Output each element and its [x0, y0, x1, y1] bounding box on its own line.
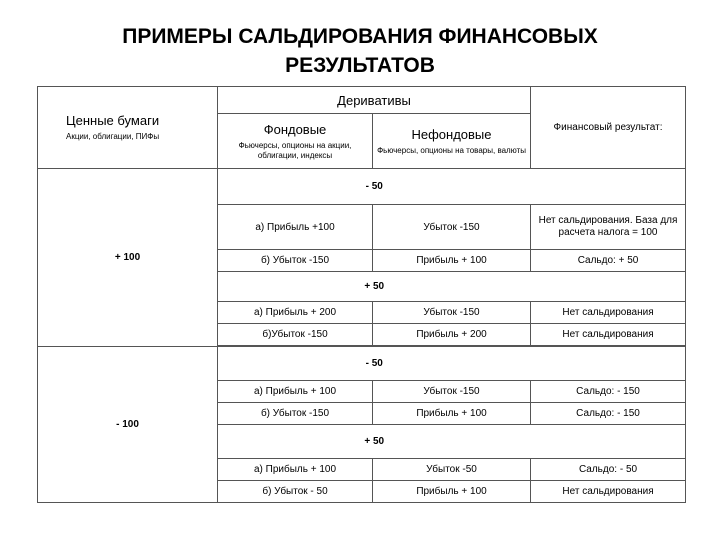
header-nonstock-sub: Фьючерсы, опционы на товары, валюты — [377, 145, 526, 155]
nonstock-cell: Убыток -150 — [373, 205, 531, 250]
securities-value: + 100 — [38, 169, 218, 347]
result-cell: Сальдо: - 150 — [531, 403, 686, 425]
slide-title — [0, 22, 720, 80]
stock-cell: б) Убыток - 50 — [218, 481, 373, 503]
stock-cell: а) Прибыль + 100 — [218, 381, 373, 403]
result-blank — [531, 425, 686, 459]
result-cell: Нет сальдирования — [531, 302, 686, 324]
derivatives-total: + 50 — [218, 272, 531, 302]
derivatives-total: + 50 — [218, 425, 531, 459]
stock-cell: б) Убыток -150 — [218, 250, 373, 272]
slide-title-line-1: ПРИМЕРЫ САЛЬДИРОВАНИЯ ФИНАНСОВЫХ — [122, 25, 598, 48]
header-stock-sub: Фьючерсы, опционы на акции, облигации, индексы — [238, 140, 352, 160]
result-cell: Нет сальдирования. База для расчета налога = 100 — [531, 205, 686, 250]
header-securities-sub: Акции, облигации, ПИФы — [66, 132, 160, 141]
header-financial-result: Финансовый результат: — [531, 87, 686, 169]
header-nonstock-label: Нефондовые — [411, 126, 492, 142]
derivatives-total: - 50 — [218, 347, 531, 381]
result-cell: Нет сальдирования — [531, 324, 686, 346]
stock-cell: а) Прибыль + 200 — [218, 302, 373, 324]
result-cell: Нет сальдирования — [531, 481, 686, 503]
result-cell: Сальдо: - 50 — [531, 459, 686, 481]
header-stock — [218, 114, 373, 169]
nonstock-cell: Прибыль + 100 — [373, 403, 531, 425]
header-securities — [38, 87, 218, 169]
result-blank — [531, 169, 686, 205]
result-cell: Сальдо: - 150 — [531, 381, 686, 403]
result-blank — [531, 347, 686, 381]
stock-cell: а) Прибыль + 100 — [218, 459, 373, 481]
slide-title-line-2: РЕЗУЛЬТАТОВ — [285, 54, 435, 77]
stock-cell: б) Убыток -150 — [218, 403, 373, 425]
netting-examples-table — [37, 86, 686, 503]
header-nonstock — [373, 114, 531, 169]
nonstock-cell: Прибыль + 100 — [373, 481, 531, 503]
nonstock-cell: Прибыль + 100 — [373, 250, 531, 272]
nonstock-cell: Убыток -50 — [373, 459, 531, 481]
nonstock-cell: Прибыль + 200 — [373, 324, 531, 346]
nonstock-cell: Убыток -150 — [373, 302, 531, 324]
stock-cell: а) Прибыль +100 — [218, 205, 373, 250]
nonstock-cell: Убыток -150 — [373, 381, 531, 403]
result-cell: Сальдо: + 50 — [531, 250, 686, 272]
securities-value: - 100 — [38, 347, 218, 503]
header-derivatives: Деривативы — [218, 87, 531, 114]
derivatives-total: - 50 — [218, 169, 531, 205]
header-stock-label: Фондовые — [263, 121, 327, 137]
header-securities-label: Ценные бумаги — [66, 113, 160, 128]
stock-cell: б)Убыток -150 — [218, 324, 373, 346]
result-blank — [531, 272, 686, 302]
